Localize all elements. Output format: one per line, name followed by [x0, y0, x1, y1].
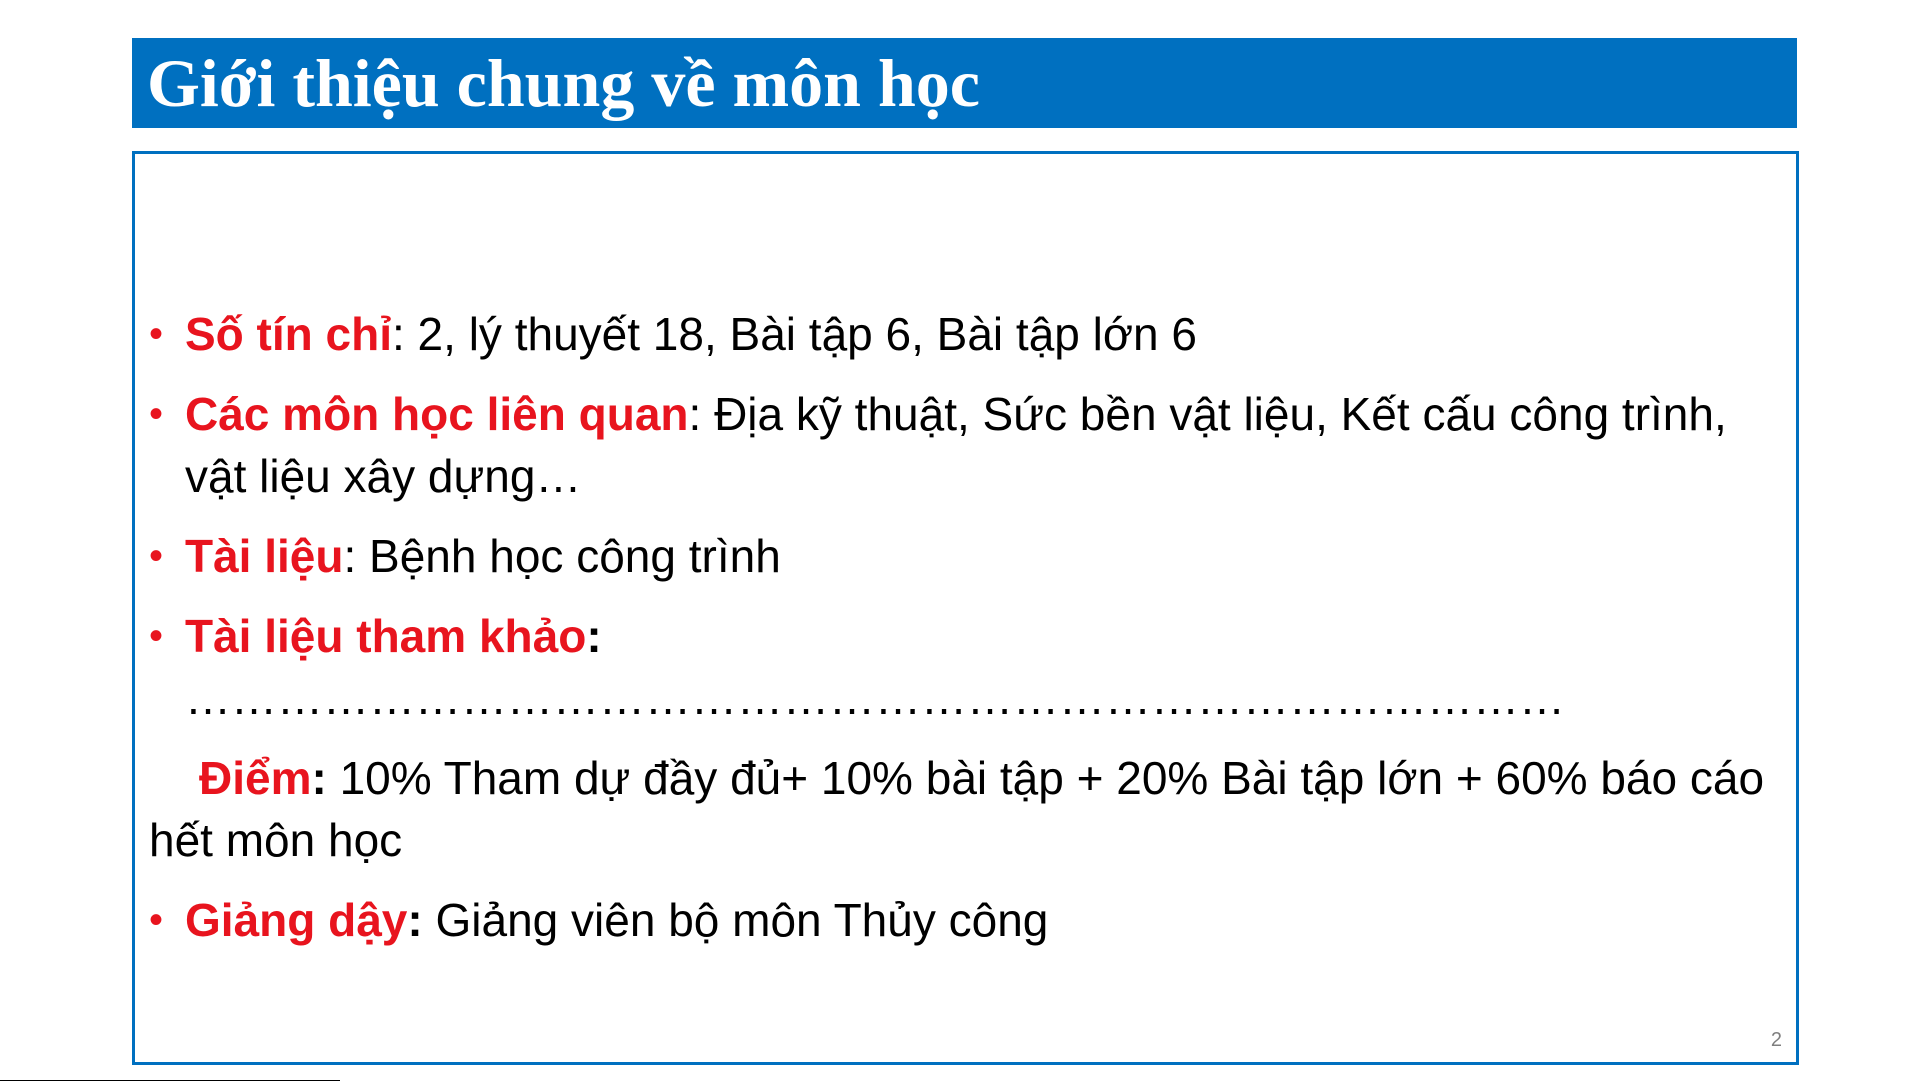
content-list	[149, 303, 1789, 969]
item-text: ………………………………………………………………………………	[185, 672, 1565, 724]
title-bar	[132, 38, 1797, 128]
list-item-related-subjects	[149, 383, 1789, 507]
teaching-text: Giảng viên bộ môn Thủy công	[422, 894, 1049, 946]
bullet-icon: •	[149, 534, 164, 578]
item-key: Các môn học liên quan	[185, 388, 689, 440]
grading-text: 10% Tham dự đầy đủ+ 10% bài tập + 20% Bài tập lớn + 60% báo cáo hết môn học	[149, 752, 1765, 866]
grading-separator: :	[311, 752, 327, 804]
item-separator: :	[688, 388, 702, 440]
bullet-icon: •	[149, 312, 164, 356]
item-separator: :	[343, 530, 357, 582]
item-text: Bệnh học công trình	[356, 530, 781, 582]
list-item-credits	[149, 303, 1789, 365]
item-text: Địa kỹ thuật, Sức bền vật liệu, Kết cấu công trình, vật liệu xây dựng…	[185, 388, 1727, 502]
bullet-icon: •	[149, 898, 164, 942]
list-item-teaching	[149, 889, 1789, 951]
slide-title: Giới thiệu chung về môn học	[147, 45, 980, 121]
list-item-materials	[149, 525, 1789, 587]
item-key: Tài liệu	[185, 530, 344, 582]
grading-key: Điểm	[199, 752, 312, 804]
content-box	[132, 151, 1799, 1065]
item-separator: :	[586, 610, 602, 662]
grading-paragraph	[149, 747, 1789, 871]
bullet-icon: •	[149, 392, 164, 436]
item-key: Tài liệu tham khảo	[185, 610, 587, 662]
list-item-references	[149, 605, 1789, 729]
page-number: 2	[1770, 1029, 1782, 1051]
bullet-icon: •	[149, 614, 164, 658]
teaching-separator: :	[407, 894, 423, 946]
item-text: 2, lý thuyết 18, Bài tập 6, Bài tập lớn 6	[404, 308, 1197, 360]
item-separator: :	[392, 308, 405, 360]
teaching-key: Giảng dậy	[185, 894, 408, 946]
item-key: Số tín chỉ	[185, 308, 392, 360]
